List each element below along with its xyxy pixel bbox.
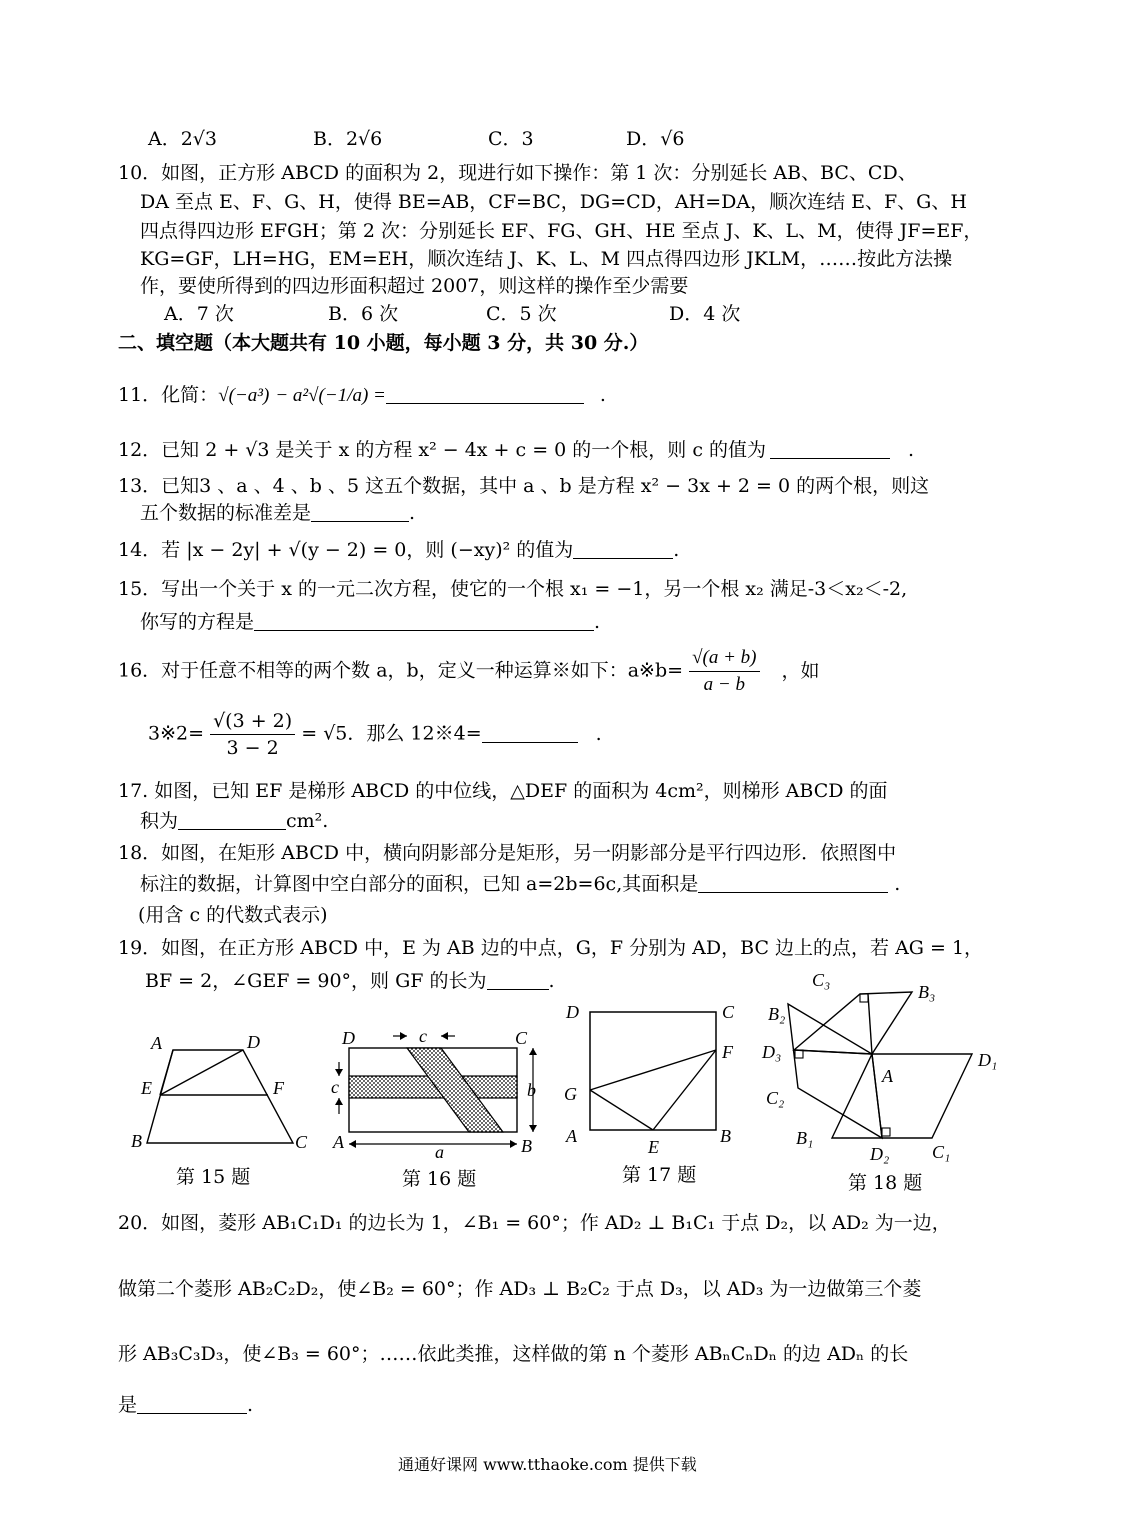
q17-line-2-a: 积为	[140, 810, 179, 832]
label-f: F	[722, 1042, 733, 1062]
label-b2: B₂	[768, 1004, 786, 1024]
q16-suffix: .	[595, 722, 602, 745]
q11	[118, 382, 606, 409]
q16-fraction	[689, 645, 759, 698]
label-a: A	[151, 1033, 162, 1053]
figure-16-rectangle	[325, 1022, 550, 1162]
q10-option-c: C．5 次	[486, 303, 557, 325]
q18-line-2	[140, 871, 900, 897]
q18-suffix: .	[894, 873, 901, 895]
q10-line-2: DA 至点 E、F、G、H，使得 BE=AB，CF=BC，DG=CD，AH=DA，顺次连结 E、F、G、H	[140, 191, 967, 213]
q18-line-1: 18．如图，在矩形 ABCD 中，横向阴影部分是矩形，另一阴影部分是平行四边形．依照图中	[118, 842, 897, 864]
figure-15-caption: 第 15 题	[176, 1166, 251, 1188]
label-c3: C₃	[812, 970, 831, 990]
q16-line-2-b: = √5．那么 12※4=	[301, 722, 482, 745]
label-d: D	[247, 1032, 260, 1052]
square-abcd	[590, 1012, 716, 1130]
q16-example-numerator: √(3 + 2)	[210, 708, 295, 735]
q19-line-2	[145, 968, 555, 994]
q16-example-fraction	[210, 708, 295, 761]
label-b: B	[720, 1126, 731, 1146]
figure-16-caption: 第 16 题	[402, 1168, 477, 1190]
q12-text: 12．已知 2 + √3 是关于 x 的方程 x² − 4x + c = 0 的一个根，则 c 的值为	[118, 439, 766, 461]
q20-line-1: 20．如图，菱形 AB₁C₁D₁ 的边长为 1，∠B₁ = 60°；作 AD₂ ⊥ B₁C₁ 于点 D₂，以 AD₂ 为一边，	[118, 1212, 951, 1234]
q11-suffix: .	[599, 384, 606, 406]
rhombus-1	[832, 1054, 972, 1138]
figure-18-caption: 第 18 题	[848, 1172, 923, 1194]
figure-15-trapezoid	[125, 1028, 320, 1158]
label-e: E	[141, 1078, 152, 1098]
label-g: G	[564, 1084, 577, 1104]
segment-gf	[590, 1050, 716, 1090]
q9-option-d: D．√6	[626, 128, 685, 150]
q19-line-2-text: BF = 2，∠GEF = 90°，则 GF 的长为	[145, 970, 487, 992]
segment-de	[160, 1050, 243, 1095]
label-e: E	[648, 1137, 659, 1156]
q13-answer-blank[interactable]	[311, 501, 409, 522]
right-angle-top	[860, 994, 868, 1002]
label-d3: D₃	[762, 1042, 782, 1062]
q13-line-2-text: 五个数据的标准差是	[140, 502, 312, 524]
q18-line-2-text: 标注的数据，计算图中空白部分的面积，已知 a=2b=6c,其面积是	[140, 873, 699, 895]
q16-fraction-denominator: a − b	[703, 674, 745, 695]
label-c: C	[722, 1002, 735, 1022]
q16-line-1	[118, 645, 820, 698]
segment-ef	[653, 1050, 716, 1130]
label-d: D	[342, 1028, 355, 1048]
q17-line-2-b: cm².	[286, 810, 329, 832]
q10-line-1: 10．如图，正方形 ABCD 的面积为 2，现进行如下操作：第 1 次：分别延长 AB、BC、CD、	[118, 162, 917, 184]
segment-ad4	[868, 994, 872, 1054]
q16-line-1-end: ，如	[781, 659, 820, 682]
q12	[118, 437, 914, 463]
q15-answer-blank[interactable]	[254, 610, 594, 631]
label-d: D	[566, 1002, 579, 1022]
label-a: A	[882, 1066, 893, 1086]
segment-ge	[590, 1090, 653, 1130]
q18-answer-blank[interactable]	[698, 872, 888, 893]
q15-suffix: .	[594, 611, 601, 633]
label-c-top: c	[419, 1026, 427, 1046]
q10-option-b: B．6 次	[328, 303, 399, 325]
q18-line-3: (用含 c 的代数式表示)	[138, 904, 328, 926]
q16-example-denominator: 3 − 2	[226, 737, 279, 759]
q9-option-a: A．2√3	[148, 128, 218, 150]
q19-answer-blank[interactable]	[487, 969, 549, 990]
q16-fraction-numerator: √(a + b)	[689, 645, 759, 672]
q12-answer-blank[interactable]	[770, 438, 890, 459]
q19-suffix: .	[548, 970, 555, 992]
q15-line-2	[140, 609, 600, 635]
footer-source: 通通好课网 www.tthaoke.com 提供下载	[398, 1455, 697, 1474]
q14-suffix: .	[673, 539, 680, 561]
label-f: F	[273, 1078, 284, 1098]
label-b-right: b	[527, 1080, 536, 1100]
label-d1: D₁	[978, 1050, 998, 1070]
q15-line-1: 15．写出一个关于 x 的一元二次方程，使它的一个根 x₁ = −1，另一个根 x₂ 满足-3＜x₂＜-2,	[118, 578, 908, 600]
q9-option-c: C．3	[488, 128, 534, 150]
q14-answer-blank[interactable]	[573, 538, 673, 559]
label-c2: C₂	[766, 1088, 785, 1108]
right-angle-d2	[882, 1128, 890, 1136]
q20-answer-blank[interactable]	[137, 1393, 247, 1414]
q20-line-2: 做第二个菱形 AB₂C₂D₂，使∠B₂ = 60°；作 AD₃ ⊥ B₂C₂ 于点 D₃，以 AD₃ 为一边做第三个菱	[118, 1278, 922, 1300]
q17-line-1: 17. 如图，已知 EF 是梯形 ABCD 的中位线，△DEF 的面积为 4cm²，则梯形 ABCD 的面	[118, 780, 888, 802]
q10-line-4: KG=GF，LH=HG，EM=EH，顺次连结 J、K、L、M 四点得四边形 JKLM，……按此方法操	[140, 248, 953, 270]
q17-line-2	[140, 808, 328, 834]
q10-option-d: D．4 次	[669, 303, 741, 325]
q11-expr-a: √(−a³)	[218, 385, 270, 406]
q20-suffix: .	[247, 1394, 254, 1416]
q20-line-4-text: 是	[118, 1394, 138, 1416]
q20-line-4	[118, 1392, 253, 1418]
q19-line-1: 19．如图，在正方形 ABCD 中，E 为 AB 边的中点，G，F 分别为 AD，BC 边上的点，若 AG = 1，	[118, 937, 984, 959]
q17-answer-blank[interactable]	[178, 809, 286, 830]
q14-text: 14．若 |x − 2y| + √(y − 2) = 0，则 (−xy)² 的值为	[118, 539, 574, 561]
label-a-vertex: A	[333, 1132, 344, 1152]
label-c: C	[295, 1132, 308, 1152]
rhombus-2	[788, 1004, 882, 1138]
q16-line-2-a: 3※2=	[148, 722, 205, 745]
q16-line-2	[148, 708, 602, 761]
label-a: A	[566, 1126, 577, 1146]
q11-prefix: 11．化简：	[118, 384, 219, 406]
q16-line-1-text: 16．对于任意不相等的两个数 a，b，定义一种运算※如下：a※b=	[118, 659, 684, 682]
q11-expr-b: − a²√(−1/a) =	[275, 385, 386, 406]
figure-17-square	[560, 996, 750, 1156]
q13-line-1: 13．已知3 、a 、4 、b 、5 这五个数据，其中 a 、b 是方程 x² − 3x + 2 = 0 的两个根，则这	[118, 475, 930, 497]
q11-answer-blank[interactable]	[386, 383, 584, 404]
q10-option-a: A．7 次	[164, 303, 234, 325]
label-b: B	[131, 1131, 142, 1151]
q10-options	[164, 301, 740, 327]
figure-18-rhombuses	[760, 968, 1010, 1164]
q14	[118, 537, 679, 563]
label-b1: B₁	[796, 1128, 814, 1148]
label-b3: B₃	[918, 982, 936, 1002]
label-c: C	[515, 1028, 528, 1048]
q10-line-5: 作，要使所得到的四边形面积超过 2007，则这样的操作至少需要	[140, 275, 689, 297]
q9-options	[148, 126, 684, 152]
label-c1: C₁	[932, 1142, 951, 1162]
q16-answer-blank[interactable]	[482, 722, 578, 743]
right-angle-d3	[795, 1050, 803, 1058]
q12-suffix: .	[908, 439, 915, 461]
q20-line-3: 形 AB₃C₃D₃，使∠B₃ = 60°；……依此类推，这样做的第 n 个菱形 ABₙCₙDₙ 的边 ADₙ 的长	[118, 1343, 909, 1365]
q9-option-b: B．2√6	[313, 128, 383, 150]
label-d2: D₂	[870, 1144, 890, 1164]
q13-line-2	[140, 500, 415, 526]
q15-line-2-text: 你写的方程是	[140, 611, 255, 633]
q13-suffix: .	[409, 502, 416, 524]
label-c-left: c	[331, 1077, 339, 1097]
label-b-vertex: B	[521, 1136, 532, 1156]
rhombus-3	[794, 992, 912, 1054]
q10-line-3: 四点得四边形 EFGH；第 2 次：分别延长 EF、FG、GH、HE 至点 J、K、L、M，使得 JF=EF，	[140, 220, 983, 242]
label-a-length: a	[435, 1142, 444, 1162]
figure-17-caption: 第 17 题	[622, 1164, 697, 1186]
section-title: 二、填空题（本大题共有 10 小题，每小题 3 分，共 30 分.）	[118, 332, 649, 354]
